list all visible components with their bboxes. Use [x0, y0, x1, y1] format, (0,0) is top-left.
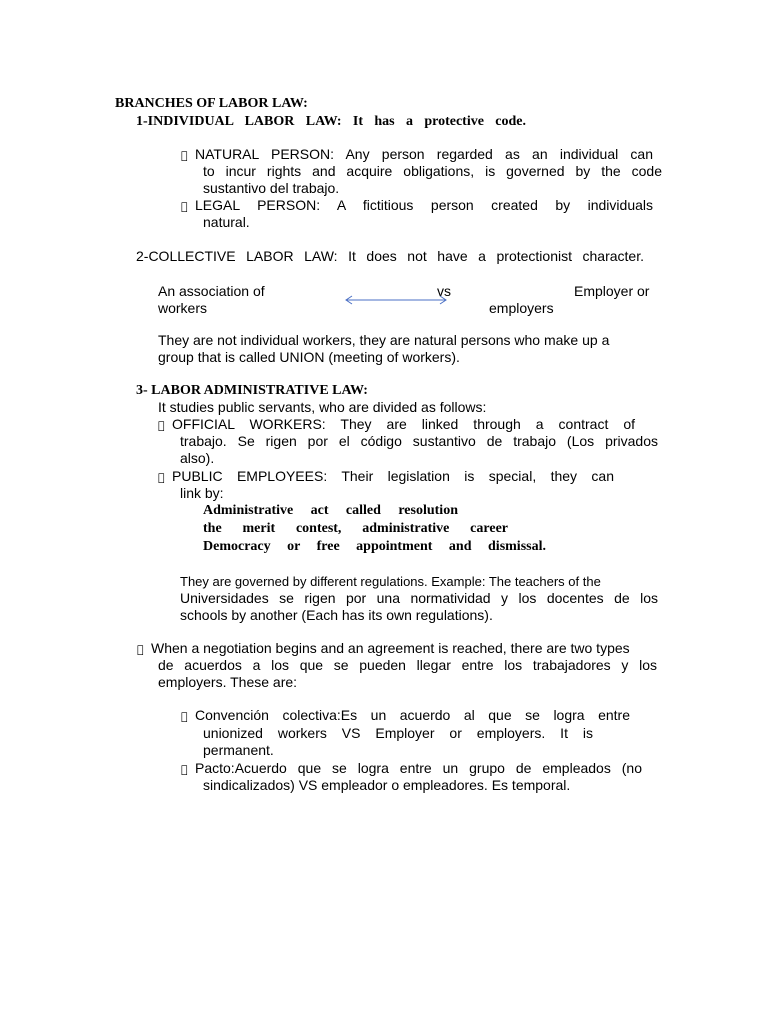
negotiation-line-1: When a negotiation begins and an agreement is reached, there are two types: [137, 640, 630, 658]
section1-title: 1-INDIVIDUAL LABOR LAW: It has a protective code.: [136, 114, 526, 129]
link-option-2: the merit contest, administrative career: [203, 521, 508, 536]
natural-person-line-1: NATURAL PERSON: Any person regarded as an individual can: [181, 146, 653, 164]
link-option-3: Democracy or free appointment and dismissal.: [203, 539, 546, 554]
section3-intro: It studies public servants, who are divided as follows:: [158, 399, 487, 415]
bullet-icon: [181, 761, 195, 778]
public-employees-line-1: PUBLIC EMPLOYEES: Their legislation is special, they can: [158, 468, 614, 486]
association-right-line-1: Employer or: [574, 283, 650, 299]
natural-person-line-2: to incur rights and acquire obligations, is governed by the code: [203, 163, 662, 179]
bullet-icon: [181, 198, 195, 215]
bullet-icon: [137, 641, 151, 658]
negotiation-line-3: employers. These are:: [158, 674, 298, 690]
pacto-line-2: sindicalizados) VS empleador o empleadores. Es temporal.: [203, 777, 571, 793]
bullet-icon: [158, 469, 172, 486]
union-text-line-2: group that is called UNION (meeting of workers).: [158, 349, 460, 365]
page-heading: BRANCHES OF LABOR LAW:: [115, 96, 308, 111]
legal-person-line-1: LEGAL PERSON: A fictitious person created by individuals: [181, 197, 653, 215]
convencion-line-2: unionized workers VS Employer or employers. It is: [203, 725, 593, 741]
pacto-line-1: Pacto:Acuerdo que se logra entre un grupo de empleados (no: [181, 760, 642, 778]
association-left-line-2: workers: [158, 300, 208, 316]
regulations-line-1: They are governed by different regulations. Example: The teachers of the: [180, 574, 601, 589]
bullet-icon: [181, 708, 195, 725]
convencion-line-1: Convención colectiva:Es un acuerdo al que se logra entre: [181, 707, 630, 725]
association-right-line-2: employers: [489, 300, 554, 316]
double-arrow-icon: [344, 295, 448, 305]
official-workers-line-2: trabajo. Se rigen por el código sustantivo de trabajo (Los privados: [180, 433, 658, 449]
negotiation-line-2: de acuerdos a los que se pueden llegar entre los trabajadores y los: [158, 657, 657, 673]
section2-title: 2-COLLECTIVE LABOR LAW: It does not have a protectionist character.: [136, 248, 644, 264]
section3-title: 3- LABOR ADMINISTRATIVE LAW:: [136, 383, 368, 398]
association-vs: vs: [437, 283, 451, 299]
bullet-icon: [158, 417, 172, 434]
link-option-1: Administrative act called resolution: [203, 503, 458, 518]
regulations-line-2: Universidades se rigen por una normatividad y los docentes de los: [180, 590, 658, 606]
union-text-line-1: They are not individual workers, they are natural persons who make up a: [158, 332, 610, 348]
public-employees-line-2: link by:: [180, 485, 224, 501]
regulations-line-3: schools by another (Each has its own regulations).: [180, 607, 493, 623]
bullet-icon: [181, 147, 195, 164]
legal-person-line-2: natural.: [203, 214, 250, 230]
official-workers-line-1: OFFICIAL WORKERS: They are linked through a contract of: [158, 416, 635, 434]
official-workers-line-3: also).: [180, 450, 215, 466]
convencion-line-3: permanent.: [203, 742, 274, 758]
natural-person-line-3: sustantivo del trabajo.: [203, 180, 340, 196]
association-left-line-1: An association of: [158, 283, 265, 299]
